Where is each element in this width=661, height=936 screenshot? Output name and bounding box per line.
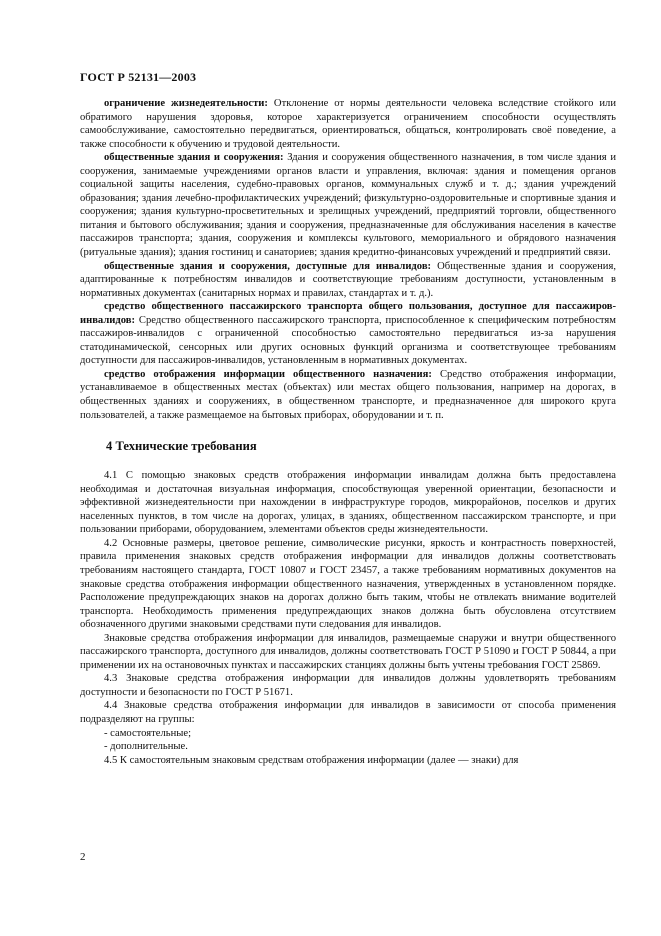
definition-paragraph: [80, 368, 616, 422]
body-paragraph: 4.1 С помощью знаковых средств отображения информации инвалидам должна быть предоставлена необходимая и достаточная визуальная информация, способствующая уверенной ориентации, безопасности и эффективной жизнедеятельности при нахождении в инфраструктуре городов, микрорайонов, поселков и других населенных пунктов, в том числе на дорогах, улицах, в зданиях, общественном пассажирском транспорте, и при пользовании приборами, оборудованием, элементами объектов среды жизнедеятельности.: [80, 470, 616, 536]
definition-term: средство отображения информации общественного назначения:: [104, 368, 432, 380]
definition-term: средство общественного пассажирского транспорта общего пользования, доступное для пассажиров-инвалидов:: [80, 301, 616, 326]
definition-term: общественные здания и сооружения:: [104, 152, 284, 164]
definition-paragraph: [80, 260, 616, 301]
definition-text: Общественные здания и сооружения, адаптированные к потребностям инвалидов и соответствующие требованиям доступности, установленным в нормативных документах (санитарных нормах и правилах, стандартах и т. д.).: [80, 260, 616, 299]
section-title: 4 Технические требования: [106, 439, 257, 454]
definition-paragraph: [80, 300, 616, 368]
body-paragraph: Знаковые средства отображения информации для инвалидов, размещаемые снаружи и внутри общественного пассажирского транспорта, доступного для инвалидов, должны соответствовать ГОСТ Р 51090 и ГОСТ Р 50844, а при применении их на остановочных пунктах и пассажирских станциях должны быть учтены требования ГОСТ 25869.: [80, 632, 616, 671]
body-paragraph: 4.2 Основные размеры, цветовое решение, символические рисунки, яркость и контрастность поверхностей, правила применения знаковых средств отображения информации для инвалидов должны соответствовать требованиям настоящего стандарта, ГОСТ 10807 и ГОСТ 23457, а также требованиям нормативных документов на знаковые средства отображения информации общественного назначения, утвержденных в установленном порядке. Расположение предупреждающих знаков на дорогах должно быть таким, чтобы не отвлекать внимание водителей транспорта. Необходимость применения предупреждающих знаков должна быть обусловлена отсутствием обозначенного другими знаковыми средствами пути следования для инвалидов.: [80, 537, 616, 631]
page-number: 2: [80, 851, 86, 863]
definition-paragraph: [80, 97, 616, 151]
body-paragraph: 4.5 К самостоятельным знаковым средствам отображения информации (далее — знаки) для: [104, 754, 519, 766]
document-header: ГОСТ Р 52131—2003: [80, 70, 197, 84]
definition-text: Средство общественного пассажирского транспорта, приспособленное к специфическим потребностям пассажиров-инвалидов с ограниченной способностью самостоятельно передвигаться из-за нарушения статодинамической, сенсорных или других основных функций организма и соответствующее требованиям доступности для пассажиров-инвалидов, установленным в нормативных документах.: [80, 314, 616, 367]
document-body: [80, 97, 616, 767]
definition-term: ограничение жизнедеятельности:: [104, 98, 268, 109]
body-paragraph: 4.4 Знаковые средства отображения информации для инвалидов в зависимости от способа применения подразделяют на группы:: [80, 700, 616, 725]
definition-paragraph: [80, 151, 616, 259]
body-paragraph: 4.3 Знаковые средства отображения информации для инвалидов должны удовлетворять требованиям доступности и безопасности по ГОСТ Р 51671.: [80, 673, 616, 698]
list-item: - самостоятельные;: [104, 727, 192, 739]
definition-text: Отклонение от нормы деятельности человека вследствие стойкого или обратимого нарушения здоровья, которое характеризуется ограничением способности осуществлять самообслуживание, самостоятельно передвигаться, ориентироваться, общаться, контролировать своё поведение, а также способности к обучению и трудовой деятельности.: [80, 98, 617, 150]
definition-term: общественные здания и сооружения, доступные для инвалидов:: [104, 260, 432, 272]
definition-text: Средство отображения информации, устанавливаемое в общественных местах (объектах) или местах общего пользования, например на дорогах, в общественных зданиях и сооружениях, в общественном транспорте, и предназначенное для широкого круга пользователей, а также размещаемое на бытовых приборах, оборудовании и т. п.: [80, 368, 616, 421]
list-item: - дополнительные.: [104, 741, 188, 753]
definition-text: Здания и сооружения общественного назначения, в том числе здания и сооружения, занимаемые учреждениями органов власти и управления, включая: здания и помещения органов социальной защиты населения, судебно-правовых органов, коммунальных служб и т. д.; здания учреждений образования; здания лечебно-профилактических учреждений; физкультурно-оздоровительные и спортивные здания и сооружения; здания культурно-просветительных и зрелищных учреждений, предприятий торговли, общественного питания и бытового обслуживания; здания и сооружения, предназначенные для обслуживания населения в качестве пассажиров транспорта; здания, сооружения и комплексы культового, мемориального и обрядового назначения (ритуальные здания); здания гостиниц и санаториев; здания кредитно-финансовых учреждений и предприятий связи.: [80, 152, 616, 259]
